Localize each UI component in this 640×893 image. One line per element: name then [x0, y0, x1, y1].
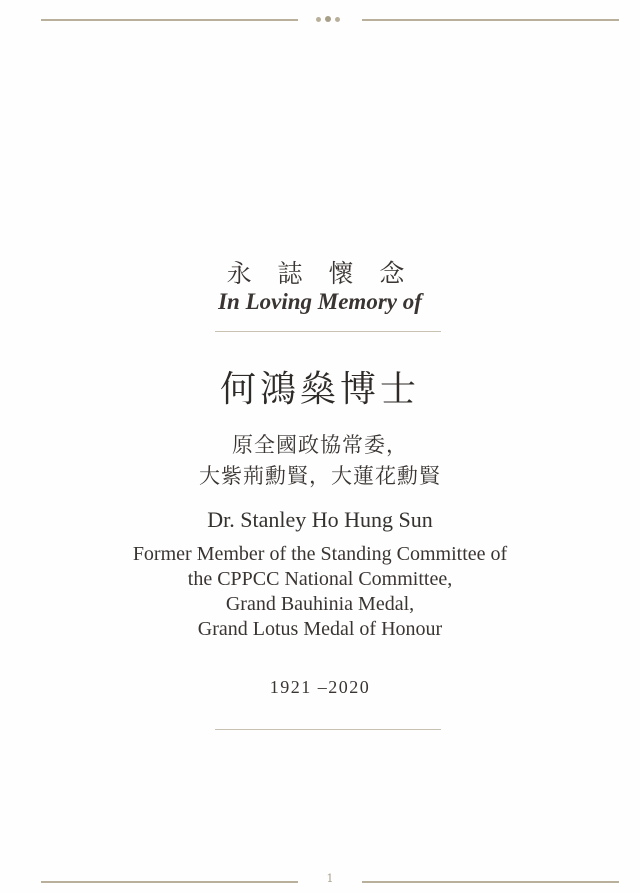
bottom-rule-right: [362, 881, 619, 883]
en-title-line: the CPPCC National Committee,: [187, 568, 453, 590]
en-title-line: Grand Lotus Medal of Honour: [197, 618, 443, 640]
cn-title-line: 大紫荊勳賢，大蓮花勳賢: [199, 464, 441, 488]
ornament-dot: [335, 17, 340, 22]
page-number: 1: [326, 872, 334, 885]
en-name: Dr. Stanley Ho Hung Sun: [207, 507, 433, 532]
ornament-dot: [316, 17, 321, 22]
cn-title-line: 原全國政協常委，: [232, 433, 408, 457]
top-rule-left: [41, 19, 298, 21]
en-title-line: Grand Bauhinia Medal,: [225, 593, 415, 615]
top-ornament: [316, 15, 340, 23]
en-title: [0, 542, 640, 642]
heading-divider: [215, 331, 441, 332]
cn-name: 何鴻燊博士: [219, 369, 420, 410]
life-years: 1921 –2020: [269, 677, 371, 697]
top-rule-right: [362, 19, 619, 21]
cn-heading: 永 誌 懷 念: [226, 259, 414, 288]
ornament-dot: [325, 16, 331, 22]
en-heading: In Loving Memory of: [218, 289, 422, 314]
years-divider: [215, 729, 441, 730]
bottom-rule-left: [41, 881, 298, 883]
en-title-line: Former Member of the Standing Committee of: [132, 543, 508, 565]
